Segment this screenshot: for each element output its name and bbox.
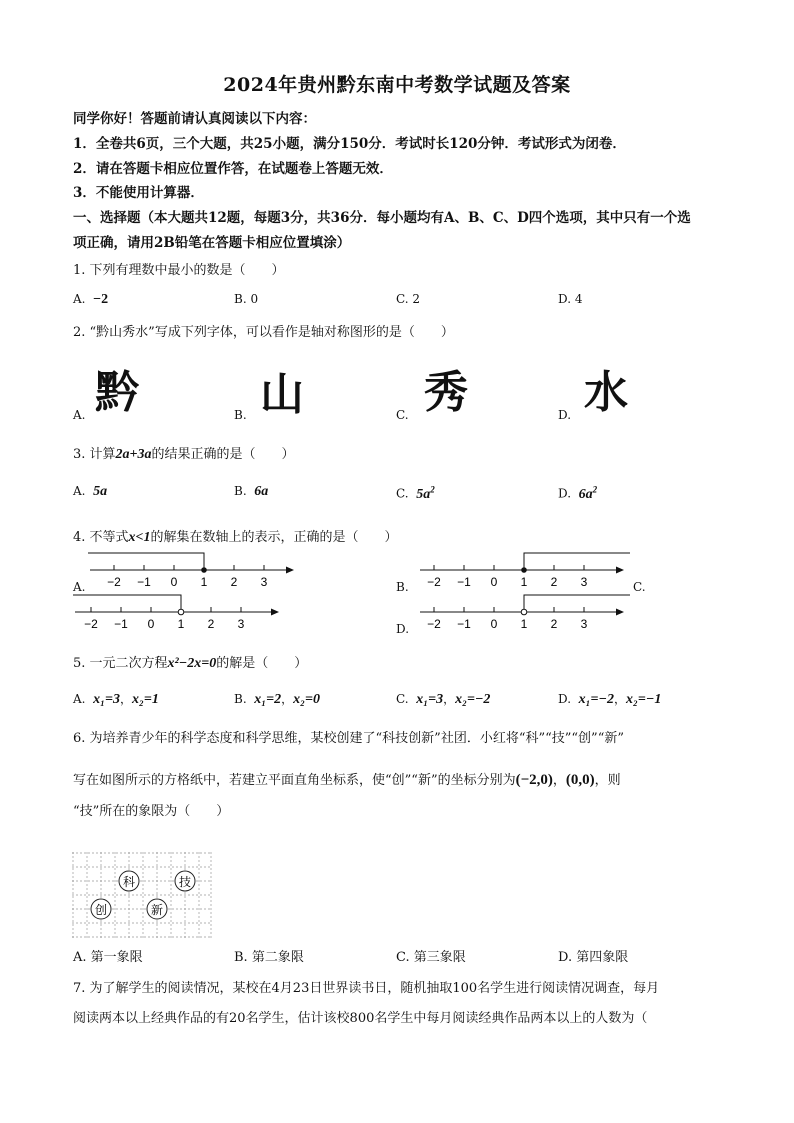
q7-stem-line2: 阅读两本以上经典作品的有20名学生，估计该校800名学生中每月阅读经典作品两本以上的人数为（ <box>73 1011 648 1026</box>
tick-label: 0 <box>170 575 178 589</box>
svg-text:科: 科 <box>122 875 136 889</box>
tick-label: 2 <box>550 575 558 589</box>
grid-char-ke <box>119 871 139 891</box>
page-title: 2024年贵州黔东南中考数学试题及答案 <box>223 74 571 96</box>
number-line-ticks <box>107 565 268 589</box>
notice-item-2: 2．请在答题卡相应位置作答，在试题卷上答题无效． <box>73 161 393 177</box>
tick-label: 0 <box>490 575 498 589</box>
notice-heading: 同学你好！答题前请认真阅读以下内容： <box>73 111 316 127</box>
q3-option-a: A. 5a <box>73 484 108 499</box>
q4-number-line-a <box>88 548 300 596</box>
q4-stem: 4. 不等式x<1的解集在数轴上的表示，正确的是（ ） <box>73 530 398 545</box>
svg-text:技: 技 <box>178 875 192 889</box>
q2-label-d: D. <box>558 408 572 422</box>
q4-label-d: D. <box>396 622 410 636</box>
tick-label: −2 <box>427 575 441 589</box>
section-heading-line2: 项正确，请用2B铅笔在答题卡相应位置填涂） <box>73 235 351 251</box>
q5-option-a: A. x₁=3，x₂=1 <box>73 692 159 707</box>
q2-char-c: 秀 <box>424 367 468 418</box>
q5-option-d: D. x₁=−2，x₂=−1 <box>558 692 662 707</box>
q6-stem-line3: “技”所在的象限为（ ） <box>73 804 230 819</box>
q1-option-c: C. 2 <box>396 292 421 306</box>
grid-char-chuang <box>91 899 111 919</box>
number-line-ticks <box>84 607 245 631</box>
tick-label: −2 <box>107 575 121 589</box>
q1-option-a: A. −2 <box>73 292 109 307</box>
section-heading-line1: 一、选择题（本大题共12题，每题3分，共36分．每小题均有A、B、C、D四个选项，其中只有一个选 <box>73 210 691 226</box>
q4-label-c: C. <box>633 580 646 594</box>
q6-stem-line1: 6. 为培养青少年的科学态度和科学思维，某校创建了“科技创新”社团．小红将“科”“技”“创”“新” <box>73 731 624 746</box>
q2-label-c: C. <box>396 408 409 422</box>
q4-label-a: A. <box>73 580 86 594</box>
tick-label: −2 <box>84 617 98 631</box>
tick-label: 2 <box>550 617 558 631</box>
tick-label: −1 <box>457 617 471 631</box>
q2-char-d: 水 <box>584 367 628 418</box>
svg-text:创: 创 <box>94 903 108 917</box>
grid-char-ji <box>175 871 195 891</box>
tick-label: 0 <box>490 617 498 631</box>
q4-number-line-b <box>418 548 630 596</box>
q6-option-a: A. 第一象限 <box>73 950 143 965</box>
tick-label: 1 <box>520 575 528 589</box>
tick-label: 3 <box>260 575 268 589</box>
q4-label-b: B. <box>396 580 409 594</box>
notice-item-1: 1．全卷共6页，三个大题，共25小题，满分150分．考试时长120分钟．考试形式为闭卷． <box>73 136 626 152</box>
number-line-ticks <box>427 565 588 589</box>
q1-option-d: D. 4 <box>558 292 583 306</box>
notice-item-3: 3．不能使用计算器． <box>73 185 204 201</box>
q7-stem-line1: 7. 为了解学生的阅读情况，某校在4月23日世界读书日，随机抽取100名学生进行阅读情况调查，每月 <box>73 981 660 996</box>
q2-label-b: B. <box>234 408 247 422</box>
q4-number-line-d <box>418 590 630 638</box>
q3-option-d: D. $6a^2$ <box>558 484 598 502</box>
q5-option-b: B. x₁=2，x₂=0 <box>234 692 321 707</box>
q1-option-b: B. 0 <box>234 292 259 306</box>
q3-option-c: C. $5a^2$ <box>396 484 435 502</box>
q2-char-a: 黔 <box>95 367 139 418</box>
grid-char-xin <box>147 899 167 919</box>
tick-label: −1 <box>457 575 471 589</box>
q2-label-a: A. <box>73 408 86 422</box>
q2-char-b: 山 <box>260 369 304 420</box>
q3-stem: 3. 计算2a+3a的结果正确的是（ ） <box>73 447 295 462</box>
tick-label: −2 <box>427 617 441 631</box>
tick-label: 3 <box>580 575 588 589</box>
tick-label: 2 <box>207 617 215 631</box>
q5-option-c: C. x₁=3，x₂=−2 <box>396 692 491 707</box>
tick-label: 1 <box>520 617 528 631</box>
tick-label: 3 <box>580 617 588 631</box>
q6-stem-line2: 写在如图所示的方格纸中，若建立平面直角坐标系，使“创”“新”的坐标分别为(−2,0)，(0,0)，则 <box>73 772 621 788</box>
tick-label: 1 <box>200 575 208 589</box>
q2-stem: 2. “黔山秀水”写成下列字体，可以看作是轴对称图形的是（ ） <box>73 325 454 340</box>
number-line-ticks <box>427 607 588 631</box>
tick-label: 3 <box>237 617 245 631</box>
q5-stem: 5. 一元二次方程x²−2x=0的解是（ ） <box>73 656 308 671</box>
q1-stem: 1. 下列有理数中最小的数是（ ） <box>73 263 285 278</box>
q3-option-b: B. 6a <box>234 484 269 499</box>
q6-option-b: B. 第二象限 <box>234 950 304 965</box>
tick-label: 1 <box>177 617 185 631</box>
tick-label: 2 <box>230 575 238 589</box>
tick-label: −1 <box>137 575 151 589</box>
svg-text:新: 新 <box>150 903 164 917</box>
tick-label: −1 <box>114 617 128 631</box>
tick-label: 0 <box>147 617 155 631</box>
q6-grid-figure <box>72 852 212 938</box>
q6-option-d: D. 第四象限 <box>558 950 629 965</box>
q6-option-c: C. 第三象限 <box>396 950 466 965</box>
q4-number-line-c <box>73 590 285 638</box>
grid-lines <box>72 852 212 938</box>
